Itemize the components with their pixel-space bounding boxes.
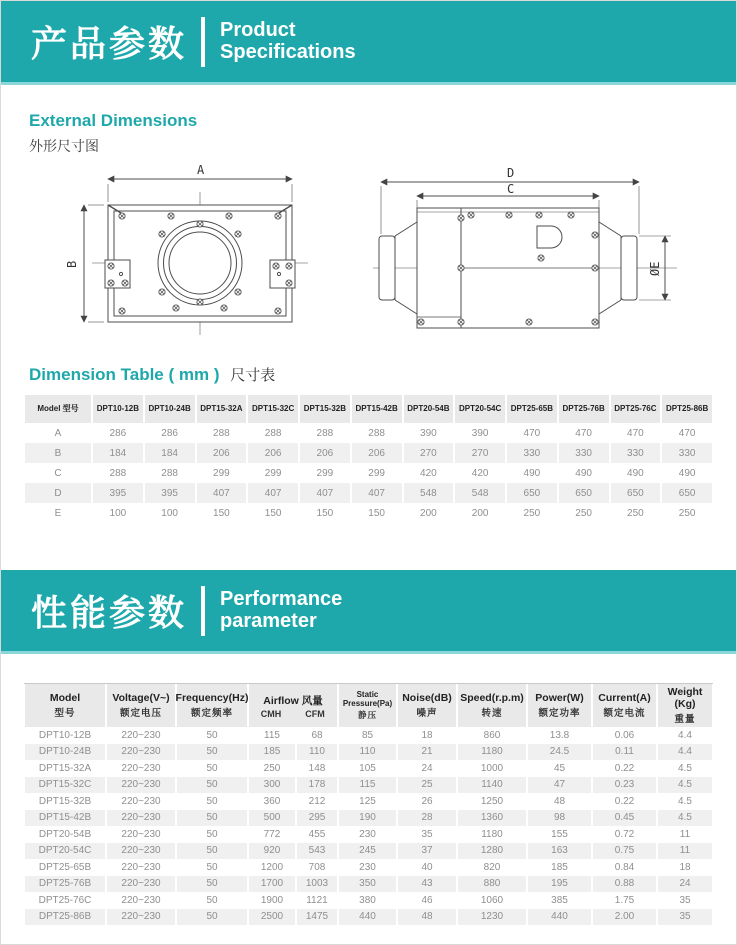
table-cell: 150 <box>247 503 299 523</box>
perf-table-body <box>24 727 713 925</box>
table-cell: 148 <box>296 760 338 777</box>
table-cell: 1280 <box>457 843 527 860</box>
table-cell: 286 <box>144 423 196 443</box>
table-cell: 45 <box>527 760 592 777</box>
table-cell: 195 <box>527 876 592 893</box>
table-cell: 24.5 <box>527 744 592 761</box>
table-cell: 150 <box>351 503 403 523</box>
table-cell: 206 <box>299 443 351 463</box>
table-cell: 1900 <box>248 892 296 909</box>
table-cell: 470 <box>661 423 713 443</box>
table-cell: 250 <box>248 760 296 777</box>
dim-label-c: C <box>507 182 515 196</box>
table-row <box>24 727 713 744</box>
perf-subcol-cfm: CFM <box>305 708 325 719</box>
table-cell: 1.75 <box>592 892 657 909</box>
table-cell: 772 <box>248 826 296 843</box>
table-cell: 490 <box>558 463 610 483</box>
table-cell: 880 <box>457 876 527 893</box>
table-cell: DPT25-76B <box>558 395 610 423</box>
table-cell: 385 <box>527 892 592 909</box>
table-cell: 50 <box>176 876 248 893</box>
table-cell: 155 <box>527 826 592 843</box>
table-cell: 85 <box>338 727 397 744</box>
side-view-drawing <box>371 162 736 352</box>
dim-label-e: ØE <box>648 261 662 276</box>
table-cell: C <box>24 463 92 483</box>
perf-col-speed: Speed(r.p.m) 转速 <box>457 684 527 727</box>
section-header-performance <box>1 570 736 654</box>
perf-table-header <box>24 683 713 727</box>
table-cell: 26 <box>397 793 457 810</box>
table-cell: 330 <box>610 443 662 463</box>
table-cell: DPT10-12B <box>24 727 106 744</box>
table-cell: 4.5 <box>657 793 713 810</box>
table-row <box>24 483 713 503</box>
table-cell: 820 <box>457 859 527 876</box>
table-cell: 270 <box>454 443 506 463</box>
table-cell: 46 <box>397 892 457 909</box>
table-row <box>24 876 713 893</box>
table-cell: 270 <box>403 443 455 463</box>
table-cell: 206 <box>196 443 248 463</box>
table-cell: 47 <box>527 777 592 794</box>
section-title-zh: 产品参数 <box>31 23 188 64</box>
table-cell: 330 <box>506 443 558 463</box>
table-cell: 650 <box>661 483 713 503</box>
table-cell: DPT15-42B <box>351 395 403 423</box>
table-cell: 24 <box>397 760 457 777</box>
section-title-zh: 性能参数 <box>31 592 188 633</box>
table-cell: 288 <box>351 423 403 443</box>
table-cell: 220~230 <box>106 777 176 794</box>
table-cell: 407 <box>299 483 351 503</box>
table-cell: 650 <box>558 483 610 503</box>
table-cell: 288 <box>196 423 248 443</box>
table-cell: 288 <box>299 423 351 443</box>
table-cell: 230 <box>338 826 397 843</box>
table-cell: DPT25-65B <box>24 859 106 876</box>
table-cell: 100 <box>144 503 196 523</box>
table-cell: 250 <box>610 503 662 523</box>
table-cell: 286 <box>92 423 144 443</box>
perf-col-static-pressure: Static Pressure(Pa) 静压 <box>338 684 397 727</box>
table-cell: DPT15-42B <box>24 810 106 827</box>
table-cell: 490 <box>610 463 662 483</box>
table-cell: DPT25-76B <box>24 876 106 893</box>
table-cell: 490 <box>661 463 713 483</box>
table-cell: 390 <box>454 423 506 443</box>
table-cell: 360 <box>248 793 296 810</box>
table-cell: 0.11 <box>592 744 657 761</box>
table-cell: DPT20-54B <box>24 826 106 843</box>
table-cell: 220~230 <box>106 727 176 744</box>
table-cell: 125 <box>338 793 397 810</box>
table-cell: DPT15-32C <box>247 395 299 423</box>
table-cell: 1180 <box>457 826 527 843</box>
table-cell: 220~230 <box>106 810 176 827</box>
table-cell: DPT20-54B <box>403 395 455 423</box>
table-cell: 200 <box>403 503 455 523</box>
table-cell: 1475 <box>296 909 338 926</box>
dimension-table-title: Dimension Table ( mm ) 尺寸表 <box>29 365 276 384</box>
table-cell: 0.45 <box>592 810 657 827</box>
dim-label-d: D <box>507 166 515 180</box>
table-cell: 185 <box>527 859 592 876</box>
table-cell: 43 <box>397 876 457 893</box>
table-cell: DPT15-32B <box>24 793 106 810</box>
table-cell: 50 <box>176 810 248 827</box>
table-cell: 548 <box>454 483 506 503</box>
table-cell: 543 <box>296 843 338 860</box>
table-cell: 2.00 <box>592 909 657 926</box>
table-cell: 299 <box>196 463 248 483</box>
perf-col-current: Current(A) 额定电流 <box>592 684 657 727</box>
table-cell: 860 <box>457 727 527 744</box>
table-cell: 1180 <box>457 744 527 761</box>
table-cell: 395 <box>144 483 196 503</box>
table-cell: 288 <box>92 463 144 483</box>
table-cell: 0.23 <box>592 777 657 794</box>
table-cell: 0.88 <box>592 876 657 893</box>
dim-table-body <box>24 423 713 523</box>
table-cell: DPT15-32C <box>24 777 106 794</box>
table-cell: DPT15-32A <box>24 760 106 777</box>
table-row <box>24 463 713 483</box>
table-cell: 50 <box>176 859 248 876</box>
table-cell: 1140 <box>457 777 527 794</box>
table-cell: 24 <box>657 876 713 893</box>
dimension-table <box>24 395 713 523</box>
table-row <box>24 859 713 876</box>
table-cell: 220~230 <box>106 744 176 761</box>
perf-col-weight: Weight (Kg) 重量 <box>657 684 713 727</box>
table-cell: 28 <box>397 810 457 827</box>
table-row <box>24 503 713 523</box>
table-cell: 4.5 <box>657 760 713 777</box>
table-cell: 35 <box>657 909 713 926</box>
table-row <box>24 826 713 843</box>
table-cell: DPT25-86B <box>24 909 106 926</box>
table-cell: 299 <box>247 463 299 483</box>
table-row <box>24 777 713 794</box>
perf-col-noise: Noise(dB) 噪声 <box>397 684 457 727</box>
table-cell: DPT10-24B <box>24 744 106 761</box>
table-cell: 1250 <box>457 793 527 810</box>
table-cell: 390 <box>403 423 455 443</box>
table-cell: DPT15-32A <box>196 395 248 423</box>
table-cell: 50 <box>176 843 248 860</box>
table-cell: 150 <box>299 503 351 523</box>
table-cell: DPT25-76C <box>24 892 106 909</box>
table-cell: 299 <box>351 463 403 483</box>
table-cell: 150 <box>196 503 248 523</box>
table-row <box>24 760 713 777</box>
table-cell: 206 <box>351 443 403 463</box>
table-cell: B <box>24 443 92 463</box>
technical-drawings <box>1 162 736 352</box>
table-cell: 1060 <box>457 892 527 909</box>
table-cell: 11 <box>657 826 713 843</box>
table-cell: 295 <box>296 810 338 827</box>
table-cell: 490 <box>506 463 558 483</box>
performance-table <box>24 683 713 925</box>
table-cell: 455 <box>296 826 338 843</box>
table-cell: 650 <box>506 483 558 503</box>
table-cell: 0.72 <box>592 826 657 843</box>
table-cell: 470 <box>610 423 662 443</box>
table-cell: 200 <box>454 503 506 523</box>
table-cell: 288 <box>144 463 196 483</box>
dim-label-b: B <box>65 260 79 268</box>
dim-table-header-row <box>24 395 713 423</box>
section-title-en: Performance parameter <box>220 587 343 632</box>
table-cell: 185 <box>248 744 296 761</box>
table-cell: 1000 <box>457 760 527 777</box>
table-cell: 50 <box>176 909 248 926</box>
section-title-en: Product Specifications <box>220 18 356 63</box>
table-row <box>24 843 713 860</box>
table-cell: 50 <box>176 793 248 810</box>
table-cell: DPT10-24B <box>144 395 196 423</box>
table-cell: 50 <box>176 760 248 777</box>
table-cell: 470 <box>558 423 610 443</box>
table-cell: A <box>24 423 92 443</box>
table-cell: 407 <box>351 483 403 503</box>
table-cell: 220~230 <box>106 876 176 893</box>
table-cell: 18 <box>657 859 713 876</box>
table-cell: 105 <box>338 760 397 777</box>
table-row <box>24 443 713 463</box>
table-cell: 1200 <box>248 859 296 876</box>
front-view-drawing <box>59 162 359 350</box>
table-cell: D <box>24 483 92 503</box>
table-cell: 115 <box>248 727 296 744</box>
table-cell: 110 <box>338 744 397 761</box>
table-cell: 4.4 <box>657 727 713 744</box>
table-cell: 0.22 <box>592 760 657 777</box>
table-cell: 380 <box>338 892 397 909</box>
table-cell: 68 <box>296 727 338 744</box>
table-cell: DPT25-76C <box>610 395 662 423</box>
table-cell: 395 <box>92 483 144 503</box>
table-cell: 184 <box>144 443 196 463</box>
table-cell: 115 <box>338 777 397 794</box>
external-dimensions-subtitle: 外形尺寸图 <box>29 138 99 154</box>
table-cell: 0.06 <box>592 727 657 744</box>
table-cell: 420 <box>454 463 506 483</box>
table-cell: 0.84 <box>592 859 657 876</box>
table-cell: 650 <box>610 483 662 503</box>
table-cell: 220~230 <box>106 909 176 926</box>
table-cell: 0.22 <box>592 793 657 810</box>
perf-col-model: Model 型号 <box>24 684 106 727</box>
table-cell: 50 <box>176 744 248 761</box>
table-cell: 18 <box>397 727 457 744</box>
table-cell: 220~230 <box>106 760 176 777</box>
table-cell: 470 <box>506 423 558 443</box>
table-row <box>24 892 713 909</box>
table-row <box>24 793 713 810</box>
section-header-product-specs <box>1 1 736 85</box>
table-cell: 2500 <box>248 909 296 926</box>
table-cell: 220~230 <box>106 793 176 810</box>
table-cell: 500 <box>248 810 296 827</box>
table-cell: 440 <box>527 909 592 926</box>
table-cell: 1003 <box>296 876 338 893</box>
table-cell: 13.8 <box>527 727 592 744</box>
table-cell: DPT20-54C <box>24 843 106 860</box>
table-cell: Model 型号 <box>24 395 92 423</box>
table-cell: 440 <box>338 909 397 926</box>
perf-col-airflow: Airflow 风量 CMH CFM <box>248 684 338 727</box>
table-cell: 1360 <box>457 810 527 827</box>
perf-col-power: Power(W) 额定功率 <box>527 684 592 727</box>
table-cell: 40 <box>397 859 457 876</box>
table-cell: 50 <box>176 777 248 794</box>
table-cell: 420 <box>403 463 455 483</box>
table-cell: 245 <box>338 843 397 860</box>
external-dimensions-title: External Dimensions <box>29 111 198 130</box>
dim-label-a: A <box>197 163 205 177</box>
title-divider <box>201 17 205 67</box>
table-cell: 98 <box>527 810 592 827</box>
table-cell: 330 <box>558 443 610 463</box>
table-row <box>24 909 713 926</box>
table-cell: 184 <box>92 443 144 463</box>
table-cell: 250 <box>506 503 558 523</box>
table-cell: 548 <box>403 483 455 503</box>
table-cell: 35 <box>397 826 457 843</box>
table-cell: 220~230 <box>106 843 176 860</box>
table-cell: 920 <box>248 843 296 860</box>
table-cell: 250 <box>558 503 610 523</box>
table-cell: 35 <box>657 892 713 909</box>
table-cell: 4.5 <box>657 810 713 827</box>
table-cell: 50 <box>176 892 248 909</box>
title-divider <box>201 586 205 636</box>
table-cell: 1230 <box>457 909 527 926</box>
table-cell: 100 <box>92 503 144 523</box>
table-cell: 299 <box>299 463 351 483</box>
table-cell: 11 <box>657 843 713 860</box>
perf-col-voltage: Voltage(V~) 额定电压 <box>106 684 176 727</box>
table-cell: 212 <box>296 793 338 810</box>
table-cell: 48 <box>527 793 592 810</box>
table-cell: DPT25-86B <box>661 395 713 423</box>
perf-subcol-cmh: CMH <box>260 708 282 719</box>
table-cell: E <box>24 503 92 523</box>
table-cell: 48 <box>397 909 457 926</box>
table-cell: DPT25-65B <box>506 395 558 423</box>
table-cell: 163 <box>527 843 592 860</box>
table-cell: DPT10-12B <box>92 395 144 423</box>
perf-col-frequency: Frequency(Hz) 额定频率 <box>176 684 248 727</box>
table-cell: 250 <box>661 503 713 523</box>
table-row <box>24 810 713 827</box>
table-cell: 50 <box>176 826 248 843</box>
table-cell: 220~230 <box>106 892 176 909</box>
table-cell: DPT15-32B <box>299 395 351 423</box>
table-cell: 220~230 <box>106 826 176 843</box>
table-cell: 0.75 <box>592 843 657 860</box>
table-cell: 178 <box>296 777 338 794</box>
table-cell: DPT20-54C <box>454 395 506 423</box>
table-cell: 230 <box>338 859 397 876</box>
table-row <box>24 423 713 443</box>
table-cell: 206 <box>247 443 299 463</box>
table-cell: 1700 <box>248 876 296 893</box>
table-cell: 708 <box>296 859 338 876</box>
table-cell: 4.4 <box>657 744 713 761</box>
table-cell: 50 <box>176 727 248 744</box>
table-cell: 25 <box>397 777 457 794</box>
table-cell: 4.5 <box>657 777 713 794</box>
table-cell: 21 <box>397 744 457 761</box>
table-cell: 288 <box>247 423 299 443</box>
table-cell: 407 <box>247 483 299 503</box>
table-cell: 220~230 <box>106 859 176 876</box>
table-cell: 407 <box>196 483 248 503</box>
table-cell: 37 <box>397 843 457 860</box>
table-cell: 350 <box>338 876 397 893</box>
table-cell: 1121 <box>296 892 338 909</box>
table-cell: 300 <box>248 777 296 794</box>
table-cell: 330 <box>661 443 713 463</box>
table-cell: 110 <box>296 744 338 761</box>
table-cell: 190 <box>338 810 397 827</box>
table-row <box>24 744 713 761</box>
